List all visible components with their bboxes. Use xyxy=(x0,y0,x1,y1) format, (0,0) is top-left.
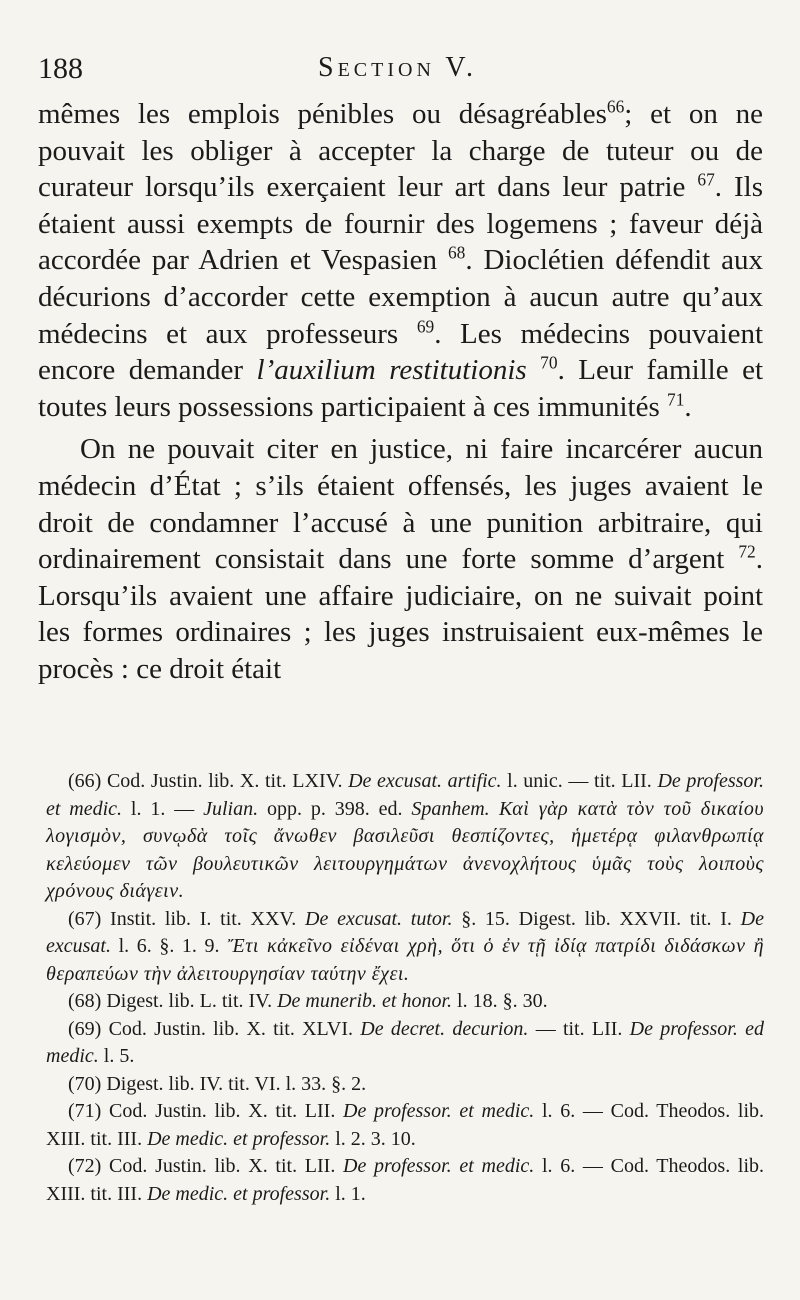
footnote-71 xyxy=(46,1098,764,1153)
note-text: — tit. LII. xyxy=(528,1017,630,1040)
paragraph-justice xyxy=(38,431,763,687)
note-text: l. 5. xyxy=(98,1045,135,1067)
note-text: l. 1. — xyxy=(122,797,204,820)
footnote-66 xyxy=(46,768,764,906)
greek-quotation: Καὶ γὰρ κατὰ τὸν τοῦ δικαίου λογισμὸν, συνῳδὰ τοῖς ἄνωθεν βασιλεῦσι θεσπίζοντες, ἡμετέρᾳ φιλανθρωπίᾳ κελεύομεν τῶν βουλευτικῶν λειτουργημάτων ἀνενοχλήτους ὑμᾶς τοὺς λοιποὺς χρόνους διάγειν. xyxy=(46,797,764,902)
page-header xyxy=(38,52,763,92)
footnote-70 xyxy=(46,1071,764,1099)
note-title: De excusat. artific. xyxy=(348,770,502,792)
text-span: . Leur famille et toutes leurs possessions participaient à ces immunités xyxy=(38,354,763,423)
note-text: l. 2. 3. 10. xyxy=(330,1127,416,1150)
footnote-69 xyxy=(46,1016,764,1071)
footnote-68 xyxy=(46,988,764,1016)
note-author: Julian. xyxy=(203,797,259,820)
note-text: l. 6. — Cod. Theodos. lib. XIII. tit. III. xyxy=(46,1100,765,1150)
note-text: l. unic. — tit. LII. xyxy=(501,770,658,792)
note-title: De professor. et medic. xyxy=(46,770,764,820)
footnote-ref-70: 70 xyxy=(540,352,558,373)
note-title: De excusat. tutor. xyxy=(305,907,453,930)
footnote-ref-69: 69 xyxy=(416,315,435,336)
text-span: . Ils étaient aussi exempts de fournir des logemens ; faveur déjà accordée par Adrien et Vespasien xyxy=(38,171,764,277)
text-span: On ne pouvait citer en justice, ni faire incarcérer aucun médecin d’État ; s’ils étaient offensés, les juges avaient le droit de condamner l’accusé à une punition arbitraire, qui ordinairement consistait dans une forte somme d’argent xyxy=(38,433,763,576)
footnote-ref-68: 68 xyxy=(447,242,466,263)
note-title: De medic. et professor. xyxy=(147,1127,331,1150)
text-span: . Lorsqu’ils avaient une affaire judiciaire, on ne suivait point les formes ordinaires ; les juges instruisaient eux-mêmes le procès : ce droit était xyxy=(38,543,763,685)
footnote-72 xyxy=(46,1153,764,1208)
running-head: Section V. xyxy=(318,52,477,83)
footnote-ref-71: 71 xyxy=(667,389,685,410)
note-text: (71) Cod. Justin. lib. X. tit. LII. xyxy=(68,1100,344,1122)
footnotes xyxy=(46,768,764,1208)
footnote-ref-67: 67 xyxy=(697,169,715,190)
note-text: l. 6. §. 1. 9. xyxy=(110,935,220,957)
note-text: opp. p. 398. ed. xyxy=(258,797,412,820)
note-text: §. 15. Digest. lib. XXVII. tit. I. xyxy=(452,907,741,930)
note-text: (70) Digest. lib. IV. tit. VI. l. 33. §. 2. xyxy=(68,1072,367,1095)
note-text: (69) Cod. Justin. lib. X. tit. XLVI. xyxy=(68,1017,361,1040)
text-span: ; et on ne pouvait les obliger à accepter la charge de tuteur ou de curateur lorsqu’ils exerçaient leur art dans leur patrie xyxy=(38,98,763,204)
note-title: De professor. et medic. xyxy=(343,1100,535,1122)
text-span: . xyxy=(684,390,692,423)
note-text: (72) Cod. Justin. lib. X. tit. LII. xyxy=(68,1155,344,1177)
note-title: De professor. et medic. xyxy=(343,1155,535,1177)
note-text: (68) Digest. lib. L. tit. IV. xyxy=(68,990,278,1012)
main-text xyxy=(38,96,763,688)
note-text: l. 6. — Cod. Theodos. lib. XIII. tit. III. xyxy=(46,1155,765,1205)
text-span: mêmes les emplois pénibles ou désagréables xyxy=(38,98,607,130)
paragraph-immunities xyxy=(38,96,763,425)
text-span: . Les médecins pouvaient encore demander xyxy=(38,317,764,387)
page-number: 188 xyxy=(38,52,83,85)
footnote-ref-72: 72 xyxy=(738,541,756,562)
italic-term: l’auxilium restitutionis xyxy=(256,354,527,387)
note-title: De excusat. xyxy=(46,907,764,957)
note-title: De medic. et professor. xyxy=(147,1182,331,1205)
note-text: (67) Instit. lib. I. tit. XXV. xyxy=(68,907,306,930)
footnote-ref-66: 66 xyxy=(606,96,625,117)
note-editor: Spanhem. xyxy=(411,797,490,820)
note-title: De munerib. et honor. xyxy=(277,990,453,1012)
note-text: l. 18. §. 30. xyxy=(452,990,548,1012)
note-text: l. 1. xyxy=(330,1182,366,1205)
note-title: De professor. ed medic. xyxy=(46,1017,764,1067)
footnote-67 xyxy=(46,906,764,989)
note-title: De decret. decurion. xyxy=(360,1017,529,1040)
greek-quotation: Ἔτι κἀκεῖνο εἰδέναι χρὴ, ὅτι ὁ ἐν τῇ ἰδίᾳ πατρίδι διδάσκων ἢ θεραπεύων τὴν ἀλειτουργησίαν ταύτην ἔχει. xyxy=(46,935,765,985)
text-span: . Dioclétien défendit aux décurions d’accorder cette exemption à aucun autre qu’aux médecins et aux professeurs xyxy=(38,244,763,350)
note-text: (66) Cod. Justin. lib. X. tit. LXIV. xyxy=(68,770,349,792)
